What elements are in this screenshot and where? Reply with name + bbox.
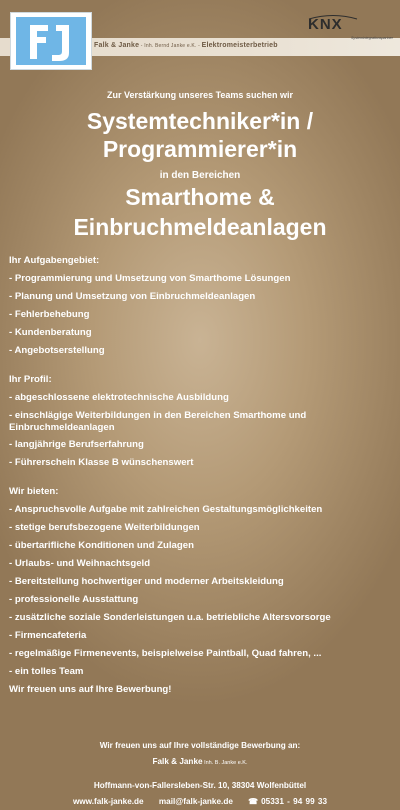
profile-heading: Ihr Profil: [9, 374, 52, 385]
list-item: - Angebotserstellung [9, 345, 105, 356]
company-trade: Elektromeisterbetrieb [201, 42, 278, 49]
job-title-line-1: Systemtechniker*in / [86, 108, 314, 134]
footer-owner: Inh. B. Janke e.K. [202, 760, 248, 766]
phone-icon: ☎ [248, 797, 259, 806]
list-item: - einschlägige Weiterbildungen in den Bereichen Smarthome und Einbruchmeldeanlagen [9, 410, 307, 433]
offer-heading: Wir bieten: [9, 486, 59, 497]
list-item: - Urlaubs- und Weihnachtsgeld [9, 558, 151, 569]
intro-text: Zur Verstärkung unseres Teams suchen wir [107, 90, 293, 100]
tasks-section [9, 255, 393, 363]
phone-number[interactable]: 05331 - 94 99 33 [261, 797, 328, 806]
knx-subtitle: Systemintegrationspartner [351, 36, 393, 40]
list-item: - langjährige Berufserfahrung [9, 439, 144, 450]
knx-logo-text: KNX [308, 16, 343, 33]
list-item: - ein tolles Team [9, 666, 84, 677]
closing-text: Wir freuen uns auf Ihre Bewerbung! [9, 684, 172, 695]
list-item: - Anspruchsvolle Aufgabe mit zahlreichen Gestaltungsmöglichkeiten [9, 504, 323, 515]
email-link[interactable]: mail@falk-janke.de [158, 797, 233, 806]
list-item: - Kundenberatung [9, 327, 92, 338]
company-logo [10, 12, 92, 70]
website-link[interactable]: www.falk-janke.de [72, 797, 144, 806]
list-item: - abgeschlossene elektrotechnische Ausbildung [9, 392, 229, 403]
knx-logo [303, 14, 393, 42]
footer-company [0, 757, 400, 766]
area-line-2: Einbruchmeldeanlagen [73, 214, 327, 240]
area-subtitle: in den Bereichen [159, 170, 241, 181]
profile-section [9, 374, 393, 475]
list-item: - Fehlerbehebung [9, 309, 90, 320]
list-item: - stetige berufsbezogene Weiterbildungen [9, 522, 200, 533]
footer-contact [0, 797, 400, 806]
list-item: - zusätzliche soziale Sonderleistungen u.a. betriebliche Altersvorsorge [9, 612, 331, 623]
footer-company-name: Falk & Janke [152, 757, 203, 766]
list-item: - regelmäßige Firmenevents, beispielweise Paintball, Quad fahren, ... [9, 648, 322, 659]
offer-section [9, 486, 393, 684]
company-name: Falk & Janke [94, 42, 140, 49]
job-title-line-2: Programmierer*in [102, 136, 298, 162]
tasks-heading: Ihr Aufgabengebiet: [9, 255, 100, 266]
list-item: - übertarifliche Konditionen und Zulagen [9, 540, 194, 551]
list-item: - Firmencafeteria [9, 630, 87, 641]
area-line-1: Smarthome & [125, 184, 275, 210]
list-item: - Planung und Umsetzung von Einbruchmeldeanlagen [9, 291, 256, 302]
company-line [94, 42, 278, 49]
list-item: - Bereitstellung hochwertiger und moderner Arbeitskleidung [9, 576, 284, 587]
list-item: - professionelle Ausstattung [9, 594, 139, 605]
company-owner: - Inh. Bernd Janke e.K. - [139, 43, 202, 49]
list-item: - Führerschein Klasse B wünschenswert [9, 457, 194, 468]
footer-intro: Wir freuen uns auf Ihre vollständige Bewerbung an: [99, 741, 301, 750]
footer-address: Hoffmann-von-Fallersleben-Str. 10, 38304 Wolfenbüttel [93, 781, 307, 790]
list-item: - Programmierung und Umsetzung von Smarthome Lösungen [9, 273, 291, 284]
